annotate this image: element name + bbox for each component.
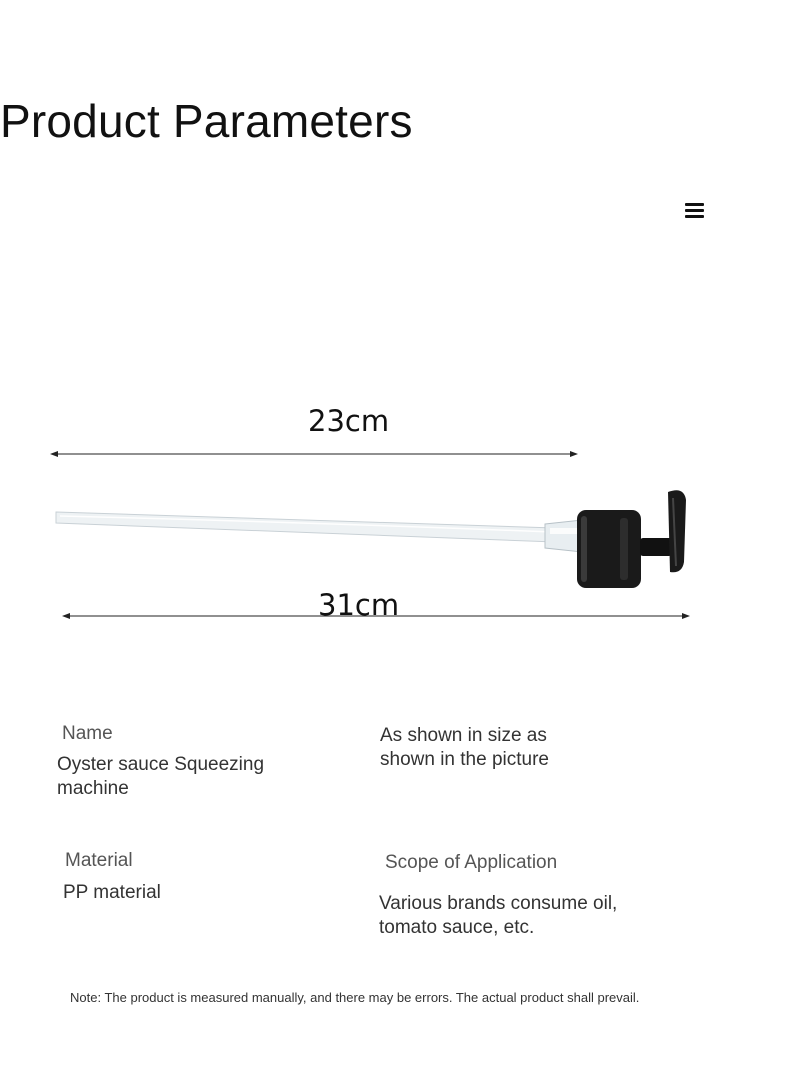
- hamburger-menu-icon[interactable]: [685, 203, 704, 219]
- material-label: Material: [65, 850, 133, 871]
- inner-length-label: 23cm: [308, 404, 390, 438]
- scope-value-line1: Various brands consume oil,: [379, 893, 618, 914]
- name-value-line2: machine: [57, 778, 129, 799]
- name-value-line1: Oyster sauce Squeezing: [57, 754, 265, 775]
- page-title: Product Parameters: [0, 95, 413, 147]
- inner-length-arrow: [50, 451, 578, 457]
- material-value: PP material: [63, 882, 161, 903]
- total-length-label: 31cm: [318, 588, 400, 622]
- size-value-line1: As shown in size as: [380, 725, 547, 746]
- pump-head: [577, 490, 686, 588]
- size-value-line2: shown in the picture: [380, 749, 549, 770]
- measurement-note: Note: The product is measured manually, and there may be errors. The actual product shall prevail.: [70, 990, 640, 1005]
- dip-tube: [56, 512, 555, 542]
- scope-label: Scope of Application: [385, 852, 558, 873]
- name-label: Name: [62, 723, 113, 744]
- scope-value-line2: tomato sauce, etc.: [379, 917, 535, 938]
- pump-stem-connector: [545, 520, 582, 552]
- product-dimension-diagram: [0, 380, 789, 640]
